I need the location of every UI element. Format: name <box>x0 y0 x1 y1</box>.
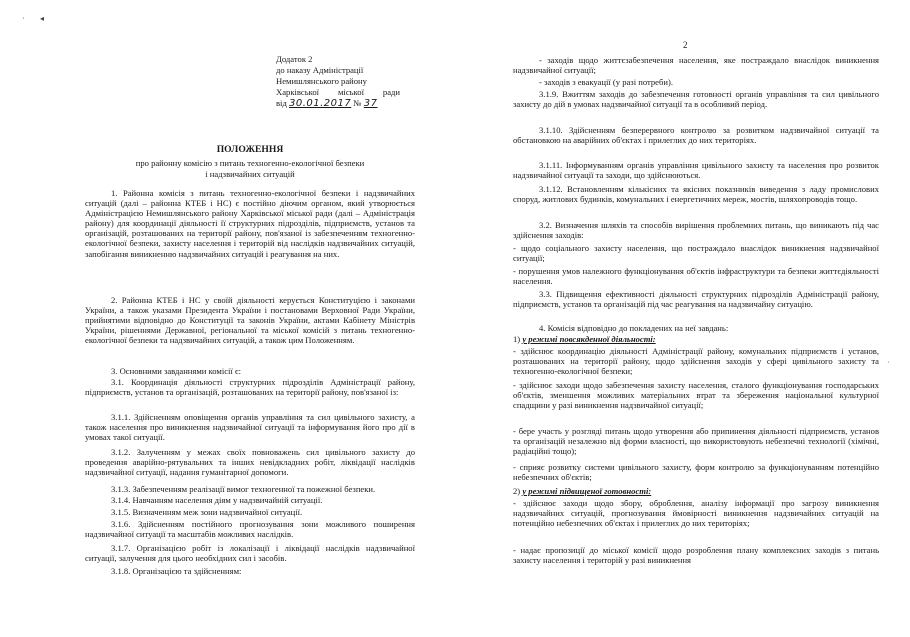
paragraph: 3.1.2. Залученням у межах своїх повноважень сил цивільного захисту до проведення аварійно-рятувальних та інших невідкладних робіт, ліквідації наслідків надзвичайної ситуації, надання гуманітарної допомоги. <box>85 447 415 478</box>
handwritten-date: 30.01.2017 <box>288 98 352 109</box>
subtitle-line: і надзвичайних ситуацій <box>205 168 295 179</box>
document-page-2 <box>455 0 910 637</box>
annex-line: Додаток 2 <box>276 54 313 64</box>
scan-mark: ◂ <box>40 14 45 23</box>
paragraph: - порушення умов належного функціонування об'єктів інфраструктури та безпеки життєдіяльності населення. <box>513 266 879 287</box>
subtitle-line: про районну комісію з питань техногенно-екологічної безпеки <box>135 158 365 168</box>
paragraph: 3.3. Підвищення ефективності діяльності структурних підрозділів Адміністрації району, підприємств, установ та організацій під час реагування на надзвичайну ситуацію. <box>513 289 879 310</box>
paragraph: 3.1.10. Здійсненням безперервного контролю за розвитком надзвичайної ситуації та обстановкою на аварійних об'єктах і прилеглих до них територіях. <box>513 125 879 146</box>
paragraph: - сприяє розвитку системи цивільного захисту, форм контролю за функціонуванням потенційно небезпечних об'єктів; <box>513 462 879 483</box>
paragraph: 3.1.5. Визначенням меж зони надзвичайної ситуації. <box>111 507 303 517</box>
paragraph: 4. Комісія відповідно до покладених на неї завдань: <box>539 323 729 333</box>
paragraph: 3.1.4. Навчанням населення діям у надзвичайній ситуації. <box>111 495 323 505</box>
paragraph: - бере участь у розгляді питань щодо утворення або припинення діяльності підприємств, установ та організацій незалежно від форми власності, що використовують небезпечні технології (хімічні, радіаційні тощо); <box>513 426 879 457</box>
annex-block <box>276 54 436 109</box>
number-prefix: № <box>353 98 362 108</box>
paragraph: - надає пропозиції до міської комісії щодо розроблення плану комплексних заходів з питань захисту населення і територій у разі виникнення <box>513 545 879 566</box>
paragraph: 3.1.9. Вжиттям заходів до забезпечення готовності органів управління та сил цивільного захисту до дій в умовах надзвичайної ситуації та в особливий період. <box>513 89 879 110</box>
paragraph: 3.1.3. Забезпеченням реалізації вимог техногенної та пожежної безпеки. <box>111 484 376 494</box>
paragraph: 3.1.11. Інформуванням органів управління цивільного захисту та населення про розвиток надзвичайної ситуації та заходи, що здійснюються. <box>513 160 879 181</box>
page-number: 2 <box>683 40 688 50</box>
paragraph: - заходів з евакуації (у разі потреби). <box>539 77 673 87</box>
paragraph: - заходів щодо життєзабезпечення населення, яке постраждало внаслідок виникнення надзвичайної ситуації; <box>513 55 879 76</box>
paragraph-heading <box>513 486 879 496</box>
mode-heading: у режимі повсякденної діяльності: <box>522 334 656 344</box>
paragraph: 3.1.8. Організацією та здійсненням: <box>111 566 242 576</box>
scan-mark: · <box>887 358 890 367</box>
paragraph-heading <box>513 334 879 344</box>
paragraph: - здійснює заходи щодо збору, оброблення, аналізу інформації про загрозу виникнення надзвичайних ситуацій, прогнозування ймовірності виникнення надзвичайних ситуацій на потенційно небезпечних об'єктах і прилеглих до них територіях; <box>513 498 879 529</box>
handwritten-number: 37 <box>363 98 378 109</box>
paragraph: - здійснює заходи щодо забезпечення захисту населення, сталого функціонування господарських об'єктів, зменшення можливих матеріальних втрат та збереження національної культурної спадщини у разі виникнення надзвичайної ситуації; <box>513 380 879 411</box>
paragraph: - щодо соціального захисту населення, що постраждало внаслідок виникнення надзвичайної ситуації; <box>513 243 879 264</box>
paragraph: 2. Районна КТЕБ і НС у своїй діяльності керується Конституцією і законами України, а також указами Президента України і постановами Верховної Ради України, прийнятими відповідно до Конституції та законів України, актами Кабінету Міністрів України, рішеннями Державної, регіональної та міської комісій з питань техногенно-екологічної безпеки та надзвичайних ситуацій, а також цим Положенням. <box>85 295 415 346</box>
paragraph: - здійснює координацію діяльності Адміністрації району, комунальних підприємств і установ, розташованих на території району, щодо здійснення заходів у сфері цивільного захисту та техногенно-екологічної безпеки; <box>513 346 879 377</box>
paragraph: 1. Районна комісія з питань техногенно-екологічної безпеки і надзвичайних ситуацій (далі – районна КТЕБ і НС) є постійно діючим органом, який утворюється Адміністрацією Немишлянського району Харківської міської ради (далі – Адміністрація району) для координації діяльності її структурних підрозділів, підприємств, установ та організацій, розташованих на території району, пов'язаної із забезпеченням техногенно-екологічної безпеки, захисту населення і територій від наслідків надзвичайних ситуацій, запобігання виникненню надзвичайних ситуацій і реагування на них. <box>85 188 415 259</box>
list-number: 1) <box>513 334 521 344</box>
document-subtitle <box>85 158 415 179</box>
list-number: 2) <box>513 486 521 496</box>
document-title: ПОЛОЖЕННЯ <box>216 144 284 155</box>
paragraph: 3.1.7. Організацією робіт із локалізації і ліквідації наслідків надзвичайної ситуації, залучення для цього необхідних сил і засобів. <box>85 543 415 564</box>
paragraph: 3. Основними завданнями комісії є: <box>111 366 242 376</box>
paragraph: 3.1.1. Здійсненням оповіщення органів управління та сил цивільного захисту, а також населення про виникнення надзвичайної ситуації та інформування його про дії в умовах такої ситуації. <box>85 412 415 443</box>
annex-date-line <box>276 98 436 109</box>
annex-line: Немишлянського району <box>276 76 367 86</box>
paragraph: 3.1. Координація діяльності структурних підрозділів Адміністрації району, підприємств, установ та організацій, розташованих на території району, пов'язаної із: <box>85 377 415 398</box>
date-prefix: від <box>276 98 287 108</box>
mode-heading: у режимі підвищеної готовності: <box>522 486 652 496</box>
paragraph: 3.1.12. Встановленням кількісних та якісних показників виведення з ладу промислових споруд, житлових будинків, комунальних і енергетичних мереж, мостів, шляхопроводів тощо. <box>513 184 879 205</box>
scan-mark: · <box>22 14 25 23</box>
annex-line: Харківської міської ради <box>276 87 400 97</box>
annex-line: до наказу Адміністрації <box>276 65 364 75</box>
paragraph: 3.1.6. Здійсненням постійного прогнозування зони можливого поширення надзвичайної ситуації та масштабів можливих наслідків. <box>85 519 415 540</box>
paragraph: 3.2. Визначення шляхів та способів вирішення проблемних питань, що виникають під час здійснення заходів: <box>513 220 879 241</box>
